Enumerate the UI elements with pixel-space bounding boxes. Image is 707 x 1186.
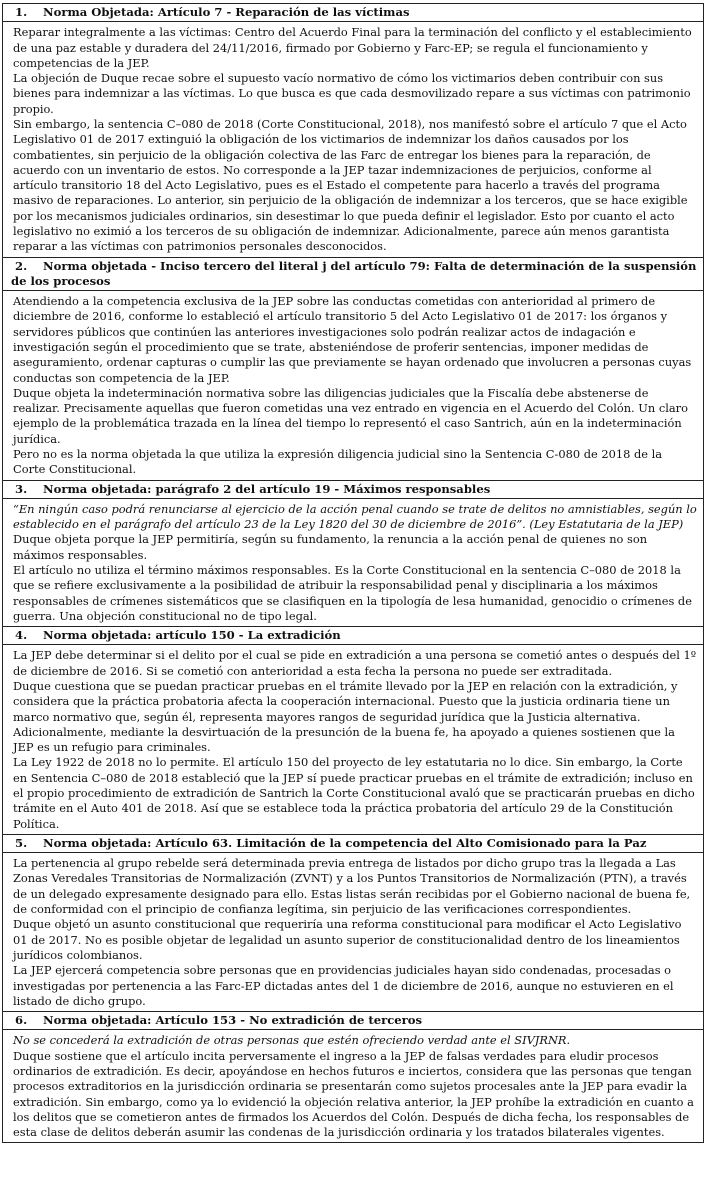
paragraph: El artículo no utiliza el término máximos responsables. Es la Corte Constitucional en la sentencia C–080 de 2018 la que se refiere exclusivamente a la posibilidad de atribuir la responsabilidad penal y disciplinaria a los máximos responsables de crímenes sistemáticos que se clasifiquen en la tipología de lesa humanidad, genocidio o crímenes de guerra. Una objeción constitucional no de tipo legal. <box>13 563 692 623</box>
paragraph: Duque objeta porque la JEP permitiría, según su fundamento, la renuncia a la acción penal de quienes no son máximos responsables. <box>13 532 648 562</box>
paragraph: La JEP debe determinar si el delito por el cual se pide en extradición a una persona se cometió antes o después del 1º de diciembre de 2016. Si se cometió con anterioridad a esta fecha la persona no puede ser extraditada. <box>13 648 697 678</box>
paragraph: Sin embargo, la sentencia C–080 de 2018 (Corte Constitucional, 2018), nos manifestó sobre el artículo 7 que el Acto Legislativo 01 de 2017 extinguió la obligación de los victimarios de indemnizar los daños causados por los combatientes, sin perjuicio de la obligación colectiva de las Farc de entregar los bienes para la reparación, de acuerdo con un inventario de estos. No corresponde a la JEP tazar indemnizaciones de perjuicios, conforme al artículo transitorio 18 del Acto Legislativo, pues es el Estado el competente para hacerlo a través del programa masivo de reparaciones. Lo anterior, sin perjuicio de la obligación de indemnizar a los terceros, que se hace exigible por los mecanismos judiciales ordinarios, sin desestimar lo que pueda definir el legislador. Esto por cuanto el acto legislativo no eximió a los terceros de su obligación de indemnizar. Adicionalmente, parece aún menos garantista reparar a las víctimas con patrimonios personales desconocidos. <box>13 116 688 254</box>
section-header <box>2 481 704 499</box>
section-number: 2. <box>15 258 28 273</box>
section-number: 1. <box>15 5 28 19</box>
section-title: Norma objetada: Artículo 153 - No extradición de terceros <box>43 1013 423 1028</box>
paragraph: Duque objetó un asunto constitucional que requeriría una reforma constitucional para modificar el Acto Legislativo 01 de 2017. No es posible objetar de legalidad un asunto superior de constitucionalidad dentro de los lineamientos jurídicos colombianos. <box>13 917 682 962</box>
section-title: Norma objetada: parágrafo 2 del artículo 19 - Máximos responsables <box>43 481 491 496</box>
section-number: 3. <box>15 481 28 496</box>
paragraph: La JEP ejercerá competencia sobre personas que en providencias judiciales hayan sido condenadas, procesadas o investigadas por pertenencia a las Farc-EP dictadas antes del 1 de diciembre de 2016, aunque no estuvieren en el listado de dicho grupo. <box>13 963 674 1008</box>
section-title: Norma objetada: Artículo 63. Limitación de la competencia del Alto Comisionado para la Paz <box>43 835 647 850</box>
section-title: Norma Objetada: Artículo 7 - Reparación de las víctimas <box>43 5 410 19</box>
paragraph: La Ley 1922 de 2018 no lo permite. El artículo 150 del proyecto de ley estatutaria no lo dice. Sin embargo, la Corte en Sentencia C–080 de 2018 estableció que la JEP sí puede practicar pruebas en el trámite de extradición; incluso en el propio procedimiento de extradición de Santrich la Corte Constitucional avaló que se practicarán pruebas en dicho trámite en el Auto 401 de 2018. Así que se establece toda la práctica probatoria del artículo 29 de la Constitución Política. <box>13 755 695 831</box>
paragraph: Duque sostiene que el artículo incita perversamente el ingreso a la JEP de falsas verdades para eludir procesos ordinarios de extradición. Es decir, apoyándose en hechos futuros e inciertos, considera que las personas que tengan procesos extraditorios en la jurisdicción ordinaria se presentarán como sujetos procesales ante la JEP para evadir la extradición. Sin embargo, como ya lo evidenció la objeción relativa anterior, la JEP prohíbe la extradición en cuanto a los delitos que se cometieron antes de firmados los Acuerdos del Colón. Después de dicha fecha, los responsables de esta clase de delitos deberán asumir las condenas de la jurisdicción ordinaria y los tratados bilaterales vigentes. <box>13 1048 694 1140</box>
paragraph: La objeción de Duque recae sobre el supuesto vacío normativo de cómo los victimarios deben contribuir con sus bienes para indemnizar a las víctimas. Lo que busca es que cada desmovilizado repare a sus víctimas con patrimonio propio. <box>13 71 691 116</box>
section-body <box>2 853 704 1012</box>
paragraph: Atendiendo a la competencia exclusiva de la JEP sobre las conductas cometidas con anterioridad al primero de diciembre de 2016, conforme lo estableció el artículo transitorio 5 del Acto Legislativo 01 de 2017: los órganos y servidores públicos que continúen las anteriores investigaciones solo podrán realizar actos de indagación e investigación según el procedimiento que se trate, absteniéndose de proferir sentencias, imponer medidas de aseguramiento, ordenar capturas o cumplir las que previamente se hayan ordenado que involucren a personas cuyas conductas son competencia de la JEP. <box>13 294 692 385</box>
paragraph: Duque objeta la indeterminación normativa sobre las diligencias judiciales que la Fiscalía debe abstenerse de realizar. Precisamente aquellas que fueron cometidas una vez entrado en vigencia en el Acuerdo del Colón. Un claro ejemplo de la problemática trazada en la línea del tiempo lo representó el caso Santrich, aún en la indeterminación jurídica. <box>13 385 688 446</box>
section-body <box>2 499 704 627</box>
section-number: 5. <box>15 835 28 850</box>
section-header <box>2 258 704 291</box>
section-title: Norma objetada: artículo 150 - La extradición <box>43 628 341 643</box>
quoted-norm-text: “En ningún caso podrá renunciarse al ejercicio de la acción penal cuando se trate de delitos no amnistiables, según lo establecido en el parágrafo del artículo 23 de la Ley 1820 del 30 de diciembre de 2016”. (Ley Estatutaria de la JEP) <box>13 501 697 532</box>
quoted-norm-text: No se concederá la extradición de otras personas que estén ofreciendo verdad ante el SIVJRNR. <box>13 1033 571 1048</box>
section-body <box>2 22 704 257</box>
paragraph: Reparar integralmente a las víctimas: Centro del Acuerdo Final para la terminación del conflicto y el establecimiento de una paz estable y duradera del 24/11/2016, firmado por Gobierno y Farc-EP; se regula el funcionamiento y competencias de la JEP. <box>13 25 692 70</box>
section-title: Norma objetada - Inciso tercero del literal j del artículo 79: Falta de determinación de la suspensión de los procesos <box>11 258 697 288</box>
paragraph: Duque cuestiona que se puedan practicar pruebas en el trámite llevado por la JEP en relación con la extradición, y considera que la práctica probatoria afecta la cooperación internacional. Puesto que la justicia ordinaria tiene un marco normativo que, según él, representa mayores rangos de seguridad jurídica que la Justicia alternativa. Adicionalmente, mediante la desvirtuación de la presunción de la buena fe, ha apoyado a quienes sostienen que la JEP es un refugio para criminales. <box>13 679 678 755</box>
section-body <box>2 1030 704 1143</box>
section-body <box>2 291 704 481</box>
section-header <box>2 835 704 853</box>
section-header <box>2 1012 704 1030</box>
paragraph: Pero no es la norma objetada la que utiliza la expresión diligencia judicial sino la Sentencia C-080 de 2018 de la Corte Constitucional. <box>13 447 663 477</box>
section-number: 6. <box>15 1013 28 1028</box>
section-header <box>2 4 704 22</box>
section-body <box>2 645 704 835</box>
section-number: 4. <box>15 628 28 643</box>
objections-table <box>2 3 704 1143</box>
paragraph: La pertenencia al grupo rebelde será determinada previa entrega de listados por dicho grupo tras la llegada a Las Zonas Veredales Transitorias de Normalización (ZVNT) y a los Puntos Transitorios de Normalización (PTN), a través de un delegado expresamente designado para ello. Estas listas serán recibidas por el Gobierno nacional de buena fe, de conformidad con el principio de confianza legítima, sin perjuicio de las verificaciones correspondientes. <box>13 856 691 917</box>
section-header <box>2 627 704 645</box>
